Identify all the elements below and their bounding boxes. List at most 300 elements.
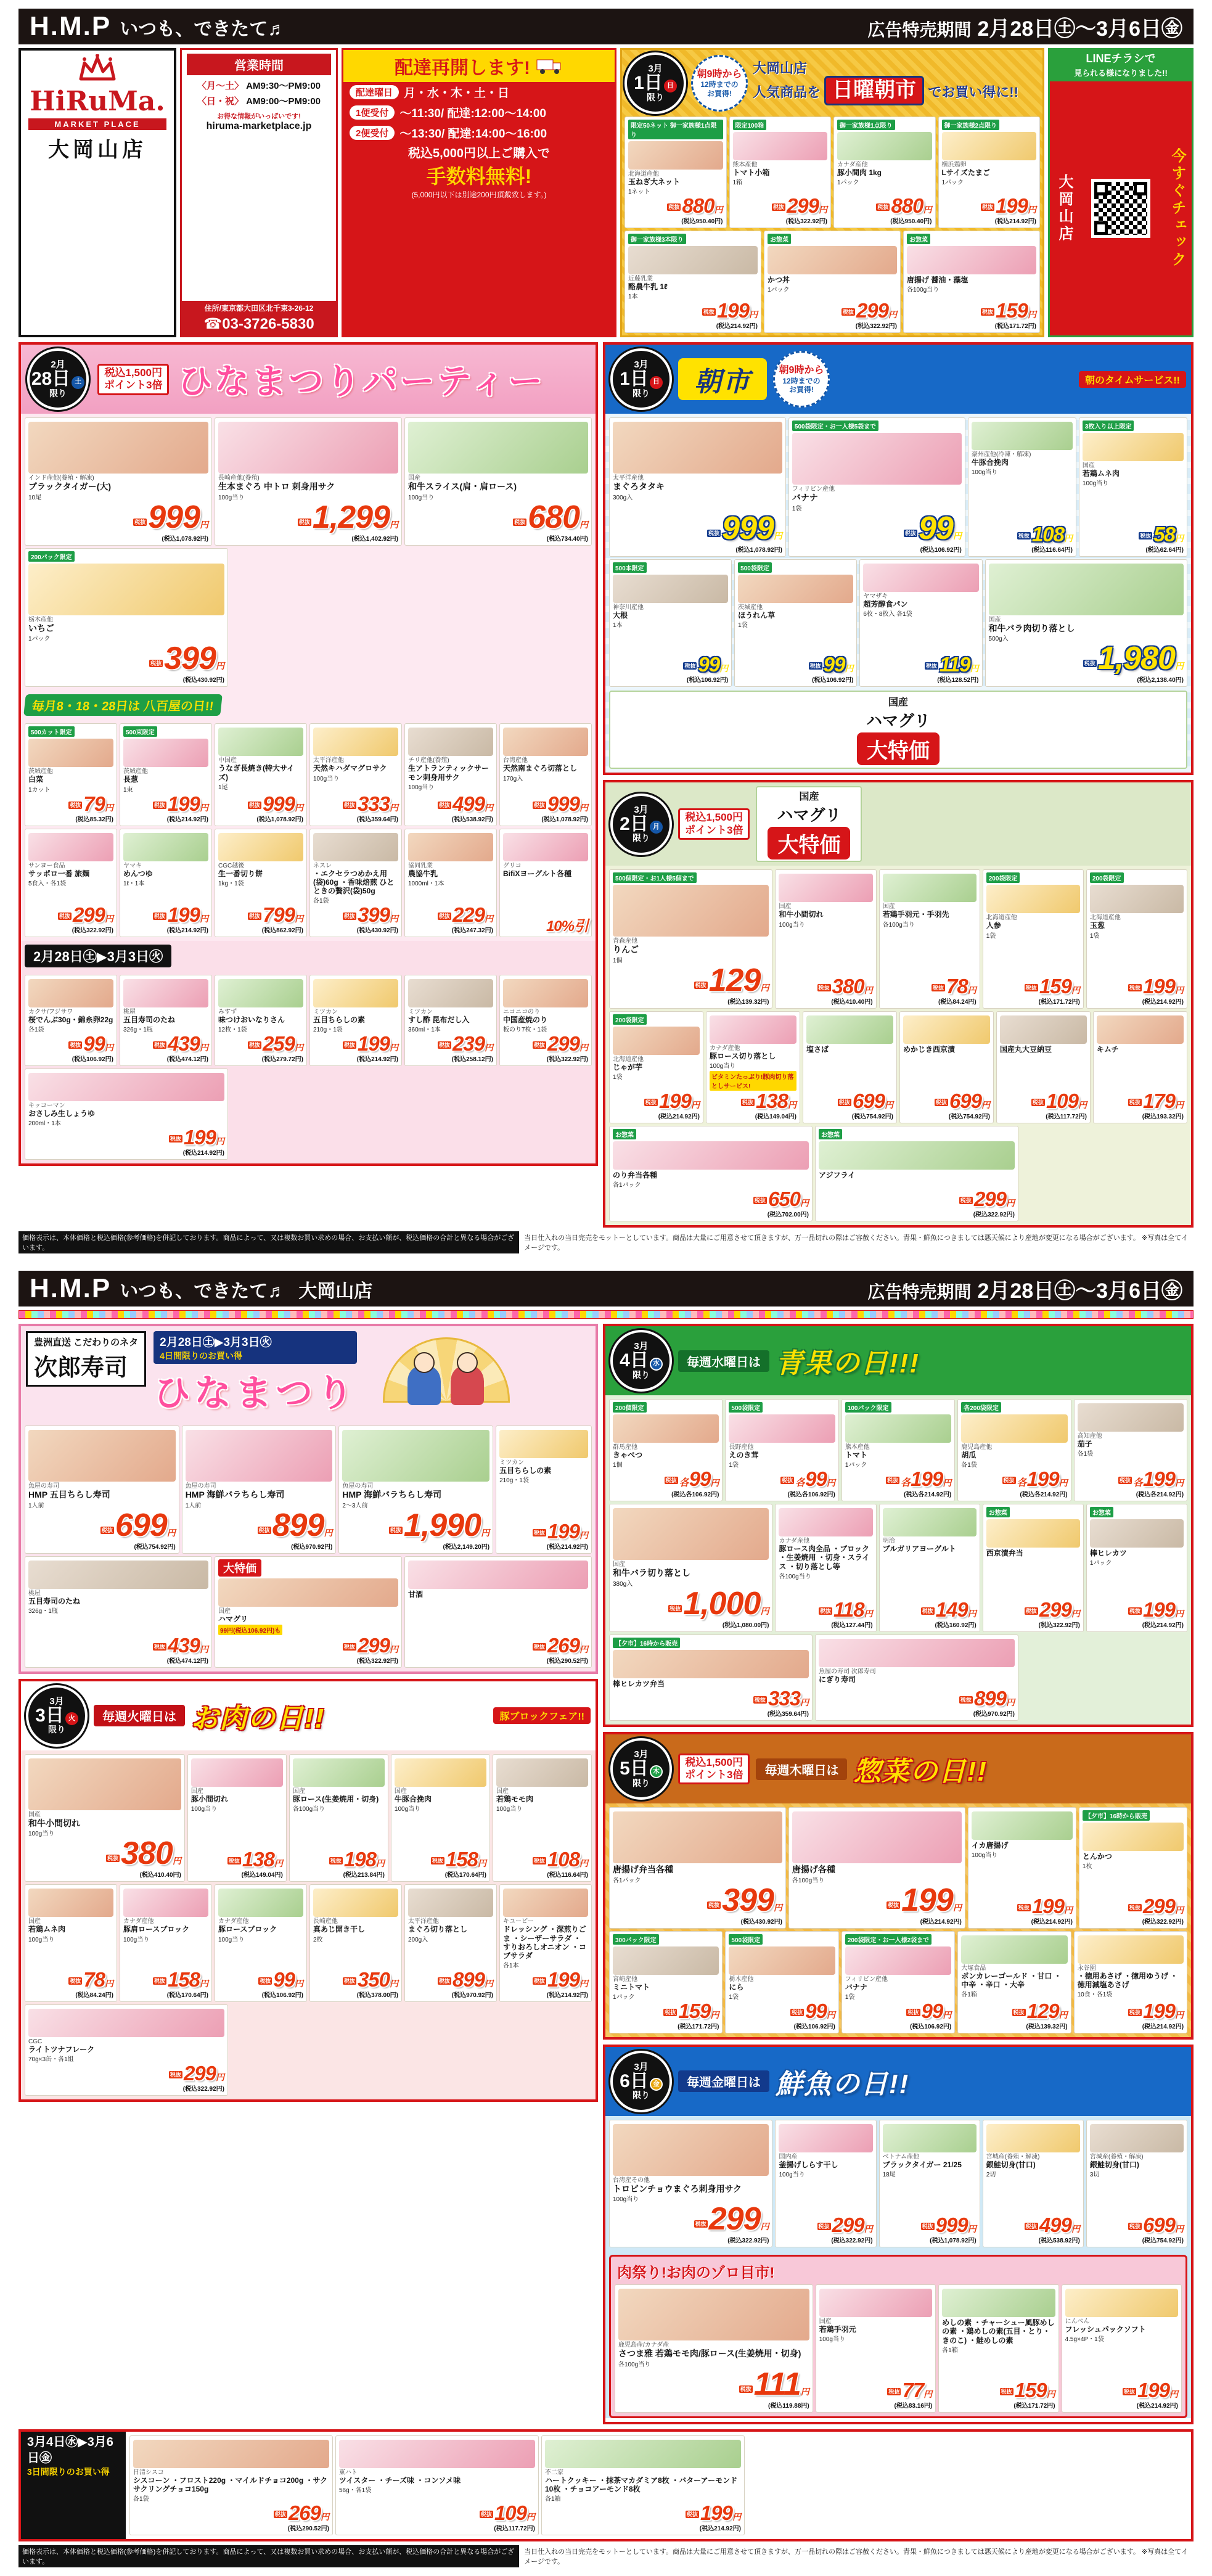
product-quantity: 1個 xyxy=(613,957,623,964)
product-name: 若鶏手羽元・手羽先 xyxy=(882,910,949,919)
tax-excluded-label: 税抜 xyxy=(1123,2388,1135,2395)
tax-excluded-label: 税抜 xyxy=(154,913,165,919)
product-price: $^{税抜}$ 159円 xyxy=(1001,2378,1055,2402)
deli-day-panel xyxy=(603,1732,1194,2040)
tax-excluded-label: 税抜 xyxy=(154,1977,165,1984)
sunday-morning-market-strip xyxy=(620,48,1044,337)
product-card xyxy=(25,1069,228,1160)
product-card xyxy=(120,975,212,1066)
product-photo xyxy=(729,1414,835,1443)
tax-excluded-label: 税抜 xyxy=(888,2388,900,2395)
product-card xyxy=(215,723,307,826)
product-quantity: 1ℓ・1本 xyxy=(123,880,145,887)
tax-excluded-label: 税抜 xyxy=(248,913,260,919)
product-photo xyxy=(779,2124,872,2152)
product-quantity: 100g当り xyxy=(218,1936,245,1943)
page1-main xyxy=(18,342,1194,1228)
product-quantity: 1袋 xyxy=(986,932,996,940)
product-name: 塩さば xyxy=(806,1044,829,1054)
product-tax-price: (税込85.32円) xyxy=(75,816,113,823)
product-quantity: 70g×3缶・各1組 xyxy=(28,2056,74,2064)
product-card xyxy=(983,2120,1084,2248)
product-tax-price: (税込322.92円) xyxy=(1142,1918,1184,1926)
top-bar xyxy=(18,9,1194,44)
product-origin: 桃屋 xyxy=(123,1008,136,1015)
product-card xyxy=(968,1807,1076,1929)
product-price: $^{税抜}$ 各199円 xyxy=(1003,1467,1068,1491)
product-tax-price: (税込258.12円) xyxy=(451,1056,493,1064)
product-price: $^{税抜}$ 333円 xyxy=(343,792,398,815)
hamaguri-tokka-banner: 国産 ハマグリ 大特価 xyxy=(609,691,1187,769)
tax-excluded-label: 税抜 xyxy=(298,519,310,525)
delivery-box xyxy=(342,48,616,337)
product-tax-price: (税込1,402.92円) xyxy=(351,535,398,543)
product-photo xyxy=(218,728,303,756)
product-photo xyxy=(613,422,782,474)
product-origin: 協同乳業 xyxy=(408,862,433,869)
product-photo xyxy=(819,1639,1015,1667)
product-price: $^{税抜}$ 299円 xyxy=(1025,1598,1080,1621)
product-tax-price: (税込84.24円) xyxy=(75,1991,113,1999)
date-badge-mar1: 3月 1日 日 限り xyxy=(624,52,686,114)
hours-holiday: 〈日・祝〉 AM9:00〜PM9:00 xyxy=(197,96,321,107)
product-photo xyxy=(613,1508,769,1560)
product-photo xyxy=(191,1758,283,1787)
product-tax-price: (税込430.92円) xyxy=(182,677,224,684)
tax-excluded-label: 税抜 xyxy=(533,1858,545,1864)
tax-excluded-label: 税抜 xyxy=(782,1477,793,1484)
product-quantity: 100g当り xyxy=(971,469,998,477)
zorome-market-block xyxy=(609,2255,1187,2418)
product-origin: 魚屋の寿司 xyxy=(185,1483,216,1490)
fish-day-title: 鮮魚の日!! xyxy=(776,2069,910,2099)
product-photo xyxy=(729,1946,835,1975)
product-name: サッポロ一番 旅麺 xyxy=(28,869,90,878)
product-photo xyxy=(907,246,1036,274)
product-tax-price: (税込970.92円) xyxy=(291,1543,333,1551)
product-name: ハートクッキー ・抹茶マカダミア8枚 ・バターアーモンド10枚 ・チョコアーモンド8枚 xyxy=(545,2476,738,2493)
product-photo xyxy=(942,2289,1055,2317)
tax-excluded-label: 税抜 xyxy=(170,2072,181,2078)
product-quantity: 1尾 xyxy=(218,784,228,791)
limit-badge: お惣菜 xyxy=(768,234,791,244)
limit-badge: 500袋限定 xyxy=(729,1934,763,1945)
zorome-title: 肉祭り!お肉のゾロ目市! xyxy=(617,2265,775,2282)
tax-excluded-label: 税抜 xyxy=(248,802,260,808)
product-photo xyxy=(218,979,303,1007)
deli-day-header xyxy=(605,1734,1191,1803)
tax-excluded-label: 税抜 xyxy=(154,802,165,808)
product-tax-price: (税込各214.92円) xyxy=(903,1491,952,1499)
product-price: $^{税抜}$ 880円 xyxy=(668,194,723,218)
product-quantity: 1袋 xyxy=(738,621,748,629)
product-card xyxy=(404,975,497,1066)
date-badge-feb28: 2月 28日 土 限り xyxy=(27,348,89,410)
product-name: 豚ロース切り落とし xyxy=(710,1051,776,1060)
product-photo xyxy=(503,833,588,861)
tax-excluded-label: 税抜 xyxy=(695,2221,706,2228)
product-quantity: 各100g当り xyxy=(792,1877,825,1884)
product-card xyxy=(25,1556,212,1668)
product-price: $^{税抜}$ 299円 xyxy=(343,1633,398,1657)
meat-day-title: お肉の日!! xyxy=(191,1703,326,1734)
product-photo xyxy=(28,739,113,767)
product-name: 真あじ開き干し xyxy=(313,1925,366,1934)
product-quantity: 1パック xyxy=(1089,1560,1112,1567)
product-price: $^{税抜}$ 299円 xyxy=(772,194,827,218)
product-tax-price: (税込214.92円) xyxy=(1136,2402,1179,2410)
product-quantity: 1人前 xyxy=(185,1502,202,1509)
product-quantity: 100g当り xyxy=(190,1806,218,1813)
product-origin: フィリピン産他 xyxy=(845,1975,888,1983)
product-quantity: 100g当り xyxy=(123,1936,150,1943)
tax-excluded-label: 税抜 xyxy=(708,1901,720,1908)
sale-period: 広告特売期間 2月28日㊏〜3月6日㊎ xyxy=(867,17,1182,41)
product-photo xyxy=(883,874,977,902)
product-price: $^{税抜}$ 350円 xyxy=(343,1967,398,1991)
product-card xyxy=(289,1754,388,1882)
product-name: ・徳用あさげ ・徳用ゆうげ ・徳用減塩あさげ xyxy=(1077,1971,1178,1989)
product-tax-price: (税込1,078.92円) xyxy=(541,816,588,823)
tax-excluded-label: 税抜 xyxy=(1018,1904,1030,1911)
product-origin: ミツカン xyxy=(408,1008,433,1015)
product-tax-price: (税込754.92円) xyxy=(1142,2238,1184,2245)
product-origin: 北海道産他 xyxy=(1089,914,1121,922)
tax-excluded-label: 税抜 xyxy=(274,2511,286,2518)
product-tax-price: (税込214.92円) xyxy=(546,1991,588,1999)
product-name: 棒ヒレカツ xyxy=(1089,1549,1127,1558)
product-price: $^{税抜}$ 99円 xyxy=(260,1967,303,1991)
product-quantity: 1パック xyxy=(837,179,859,187)
product-origin: にんべん xyxy=(1065,2318,1090,2326)
product-name: ドレッシング ・深煎りごま ・シーザーサラダ ・すりおろしオニオン ・コブサラダ xyxy=(503,1925,586,1960)
product-card xyxy=(609,1504,772,1632)
product-photo xyxy=(628,246,758,274)
product-tax-price: (税込214.92円) xyxy=(356,1056,398,1064)
product-card xyxy=(182,1425,337,1554)
tax-excluded-label: 税抜 xyxy=(887,1477,899,1484)
hina-date-range: 2月28日㊏▶3月3日㊋ 4日間限りのお買い得 xyxy=(154,1331,357,1364)
product-card xyxy=(499,829,592,937)
tax-excluded-label: 税抜 xyxy=(1032,1099,1044,1106)
product-price: $^{税抜}$129円 xyxy=(695,962,769,998)
product-origin: 鹿児島産/カナダ産 xyxy=(618,2342,669,2349)
product-origin: CGC越後 xyxy=(218,862,245,869)
product-quantity: 100g当り xyxy=(779,2171,805,2178)
product-tax-price: (税込各214.92円) xyxy=(1136,1491,1184,1499)
product-name: 釜揚げしらす干し xyxy=(779,2160,838,2169)
product-tax-price: (税込106.92円) xyxy=(909,2023,952,2030)
product-card xyxy=(609,2120,772,2248)
store-website: hiruma-marketplace.jp xyxy=(206,121,312,131)
product-card xyxy=(725,1399,838,1501)
product-tax-price: (税込214.92円) xyxy=(166,927,208,934)
product-quantity: 200g入 xyxy=(408,1936,428,1943)
yaoya-day-badge: 毎月8・18・28日は 八百屋の日!! xyxy=(23,694,222,716)
product-tax-price: (税込734.40円) xyxy=(546,535,588,543)
product-name: 中国産焼のり xyxy=(503,1015,548,1024)
product-price: $^{税抜}$ 199円 xyxy=(343,1032,398,1056)
product-origin: 北海道産他 xyxy=(628,171,659,178)
product-photo xyxy=(123,1889,208,1917)
product-card xyxy=(609,1635,813,1721)
product-tax-price: (税込106.92円) xyxy=(920,546,962,554)
march2-products xyxy=(605,866,1191,1225)
product-price: $^{税抜}$ 499円 xyxy=(1025,2213,1080,2237)
product-photo xyxy=(613,1027,700,1055)
product-quantity: 170g入 xyxy=(503,775,523,782)
product-tax-price: (税込106.92円) xyxy=(261,1991,303,1999)
product-tax-price: (税込1,080.00円) xyxy=(722,1622,769,1629)
asaichi-header xyxy=(605,345,1191,414)
product-tax-price: (税込214.92円) xyxy=(1142,998,1184,1006)
march2-header xyxy=(605,782,1191,866)
product-tax-price: (税込290.52円) xyxy=(287,2525,329,2533)
product-photo xyxy=(942,132,1037,160)
product-origin: 国産 xyxy=(292,1787,305,1795)
product-origin: カナダ産他 xyxy=(710,1044,740,1052)
page2-brand-logo: H.M.P xyxy=(30,1273,112,1304)
product-quantity: 100g当り xyxy=(779,921,805,929)
tax-excluded-label: 税抜 xyxy=(981,204,993,211)
product-name: HMP 海鮮バラちらし寿司 xyxy=(342,1490,442,1500)
product-photo xyxy=(545,2440,741,2468)
product-price: $^{税抜}$999円 xyxy=(134,499,208,535)
product-price: $^{税抜}$ 199円 xyxy=(1123,2378,1179,2402)
product-origin: 宮崎産他 xyxy=(613,1975,637,1983)
product-origin: 高知産他 xyxy=(1077,1433,1102,1440)
tax-excluded-label: 税抜 xyxy=(922,1607,933,1614)
tax-excluded-label: 税抜 xyxy=(1119,1477,1131,1484)
product-price: $^{税抜}$ 699円 xyxy=(935,1089,990,1113)
product-quantity: 1袋 xyxy=(845,1993,855,2001)
product-photo xyxy=(845,1414,951,1443)
meat-day-ribbon: 毎週火曜日は xyxy=(94,1705,185,1726)
product-card xyxy=(833,117,936,228)
product-name: 桜でんぶ30g・錦糸卵22g xyxy=(28,1015,113,1024)
product-name: 甘酒 xyxy=(408,1589,424,1599)
product-name: きゃべつ xyxy=(613,1451,643,1460)
asaichi-strip-products xyxy=(624,117,1040,333)
product-tax-price: (税込149.04円) xyxy=(241,1872,283,1879)
product-origin: キユーピー xyxy=(503,1918,534,1926)
product-origin: 永谷園 xyxy=(1077,1964,1096,1972)
product-origin: ベトナム産他 xyxy=(882,2153,920,2160)
product-origin: 栃木産他 xyxy=(729,1975,754,1983)
jiro-body xyxy=(21,1422,596,1672)
product-name: 五目ちらしの素 xyxy=(499,1466,552,1475)
product-card xyxy=(215,417,402,546)
product-origin: 台湾産他 xyxy=(503,757,528,765)
produce-day-title: 青果の日!!! xyxy=(776,1348,920,1379)
delivery-slot-2: 2便受付 〜13:30/ 配達:14:00〜16:00 xyxy=(343,123,615,143)
product-photo xyxy=(313,833,398,861)
tax-excluded-label: 税抜 xyxy=(70,1042,81,1049)
limit-badge: お惣菜 xyxy=(819,1129,842,1139)
produce-day-ribbon: 毎週水曜日は xyxy=(678,1350,769,1372)
product-name: 大根 xyxy=(613,610,628,620)
product-price: $^{税抜}$ 119円 xyxy=(925,653,979,676)
tax-excluded-label: 税抜 xyxy=(1084,660,1095,667)
product-name: りんご xyxy=(613,945,639,955)
product-name: 玉葱 xyxy=(1089,921,1105,930)
product-price: $^{税抜}$ 179円 xyxy=(1129,1089,1184,1113)
product-price: $^{税抜}$ 199円 xyxy=(154,903,208,926)
product-card xyxy=(609,1807,786,1929)
product-card xyxy=(309,975,402,1066)
points-badge: 税込1,500円 ポイント3倍 xyxy=(97,364,169,395)
product-tax-price: (税込各106.92円) xyxy=(671,1491,719,1499)
product-price: $^{税抜}$399円 xyxy=(708,1882,782,1918)
product-photo xyxy=(313,1889,398,1917)
product-photo xyxy=(1078,1403,1184,1432)
product-price: $^{税抜}$ 118円 xyxy=(819,1598,873,1621)
limit-badge: 200パック限定 xyxy=(28,551,75,562)
product-name: 豚小間肉 1kg xyxy=(837,168,882,177)
meat-day-body xyxy=(21,1750,596,2099)
tax-excluded-label: 税抜 xyxy=(330,1858,342,1864)
product-price: $^{税抜}$ 299円 xyxy=(170,2062,224,2085)
product-name: 豚ロース肉全品 ・ブロック ・生姜焼用 ・切身・スライス ・切り落とし等 xyxy=(779,1544,870,1571)
product-tax-price: (税込322.92円) xyxy=(831,2238,873,2245)
product-quantity: 100g当り xyxy=(218,494,245,501)
product-quantity: 1パック xyxy=(28,636,51,643)
date-badge-mar4: 3月 4日 水 限り xyxy=(610,1330,672,1392)
product-price: $^{税抜}$ 439円 xyxy=(154,1032,208,1056)
product-tax-price: (税込106.92円) xyxy=(793,2023,835,2030)
product-name: トマト xyxy=(845,1451,867,1460)
product-price: $^{税抜}$ 99円 xyxy=(792,1999,835,2022)
product-price: $^{税抜}$ 138円 xyxy=(228,1848,283,1871)
hinamatsuri-title: ひなまつりパーティー xyxy=(178,362,545,401)
product-origin: 長野産他 xyxy=(729,1444,754,1451)
product-origin: カナダ産他 xyxy=(218,1918,249,1926)
page1-footer xyxy=(18,1231,1194,1253)
product-note: ビタミンたっぷり!豚肉切り落としサービス! xyxy=(710,1071,796,1091)
hamaguri-banner-wrap xyxy=(605,691,1191,773)
tax-excluded-label: 税抜 xyxy=(70,802,81,808)
product-card xyxy=(816,2284,936,2413)
tax-excluded-label: 税抜 xyxy=(438,1977,450,1984)
limit-badge: 500個限定・お1人様5個まで xyxy=(613,872,697,883)
product-price: $^{税抜}$ 159円 xyxy=(1025,974,1080,998)
product-name: 棒ヒレカツ弁当 xyxy=(613,1679,665,1688)
line-flyer-box xyxy=(1048,48,1194,337)
product-origin: 茨城産他 xyxy=(123,768,148,776)
product-price: $^{税抜}$ 799円 xyxy=(248,903,303,926)
pork-block-fair-badge: 豚ブロックフェア!! xyxy=(493,1707,591,1724)
product-tax-price: (税込322.92円) xyxy=(785,218,827,226)
product-tax-price: (税込1,078.92円) xyxy=(735,546,782,554)
product-card xyxy=(859,559,982,687)
product-name: 茄子 xyxy=(1077,1440,1092,1449)
tax-excluded-label: 税抜 xyxy=(1129,1904,1140,1911)
product-photo xyxy=(186,1430,333,1482)
product-quantity: 1束 xyxy=(123,786,133,794)
product-origin: 近藤乳業 xyxy=(628,276,653,283)
product-name: 超芳醇食パン xyxy=(863,599,908,609)
product-price: $^{税抜}$ 199円 xyxy=(1018,1894,1073,1918)
product-card xyxy=(609,417,786,557)
product-tax-price: (税込116.64円) xyxy=(1031,546,1073,554)
product-photo xyxy=(792,1811,962,1863)
product-name: まぐろ切り落とし xyxy=(408,1925,468,1934)
product-origin: 国産 xyxy=(496,1787,509,1795)
product-photo xyxy=(28,422,208,474)
product-card xyxy=(25,1884,117,2002)
product-quantity: 1個 xyxy=(613,1462,623,1469)
product-photo xyxy=(28,1430,176,1482)
tax-excluded-label: 税抜 xyxy=(740,2385,751,2392)
product-photo xyxy=(768,246,897,274)
product-price: $^{税抜}$ 699円 xyxy=(838,1089,893,1113)
product-card xyxy=(841,1399,955,1501)
tax-excluded-label: 税抜 xyxy=(933,984,944,991)
product-tax-price: (税込410.40円) xyxy=(139,1872,181,1879)
product-photo xyxy=(986,2124,1080,2152)
product-name: ・エクセラつめかえ用(袋)60g ・香味焙煎 ひとときの贅沢(袋)50g xyxy=(313,869,395,895)
product-card xyxy=(215,975,307,1066)
tax-excluded-label: 税抜 xyxy=(645,1099,657,1106)
product-origin: 明治 xyxy=(882,1538,895,1545)
limit-badge: 限定50ネット 御一家族様1点限り xyxy=(628,120,723,139)
product-tax-price: (税込430.92円) xyxy=(740,1918,782,1926)
product-name: 若鶏手羽元 xyxy=(819,2325,856,2334)
product-quantity: 100g当り xyxy=(28,1831,55,1838)
march2-body xyxy=(605,866,1191,1225)
page1-right-column xyxy=(603,342,1194,1228)
product-name: 若鶏ムネ肉 xyxy=(28,1925,66,1934)
product-origin: カナダ産他 xyxy=(837,162,868,168)
asaichi-strip-title: 大岡山店 人気商品を 日曜朝市 でお買い得に!! xyxy=(753,61,1018,105)
product-tax-price: (税込359.64円) xyxy=(767,1711,809,1718)
product-name: うなぎ長焼き(特大サイズ) xyxy=(218,764,295,782)
product-name: シスコーン ・フロスト220g ・マイルドチョコ200g ・サクサクリングチョコ150g xyxy=(133,2476,328,2493)
product-tax-price: (税込139.32円) xyxy=(727,998,769,1006)
product-tax-price: (税込171.72円) xyxy=(1038,998,1080,1006)
product-card xyxy=(499,975,592,1066)
product-name: 長葱 xyxy=(123,775,139,784)
meat-day-panel xyxy=(18,1679,598,2102)
product-card xyxy=(788,417,965,557)
tax-excluded-label: 税抜 xyxy=(703,309,715,316)
tax-excluded-label: 税抜 xyxy=(792,2009,803,2016)
product-tax-price: (税込193.32円) xyxy=(1142,1114,1184,1121)
product-price: $^{税抜}$ 299円 xyxy=(960,1188,1015,1211)
product-quantity: 326g・1瓶 xyxy=(123,1027,153,1034)
product-quantity: 2〜3人前 xyxy=(342,1502,368,1509)
time-starburst: 朝9時から 12時までの お買得! xyxy=(691,55,748,112)
product-quantity: 各100g当り xyxy=(907,287,940,294)
zorome-products xyxy=(613,2283,1183,2414)
hinamatsuri-body xyxy=(21,414,596,1163)
product-photo xyxy=(133,2440,329,2468)
product-card xyxy=(985,559,1188,687)
produce-day-header xyxy=(605,1326,1191,1395)
product-price: $^{税抜}$ 108円 xyxy=(533,1848,588,1871)
product-card xyxy=(729,117,832,228)
product-name: 和牛スライス(肩・肩ロース) xyxy=(408,482,517,492)
snack-strip-date: 3月4日㊌▶3月6日㊎ 3日間限りのお買い得 xyxy=(21,2432,126,2539)
product-photo xyxy=(613,885,769,937)
product-price: $^{税抜}$ 333円 xyxy=(754,1687,809,1710)
limit-badge: お惣菜 xyxy=(1090,1507,1113,1517)
product-origin: 国産 xyxy=(28,1811,41,1818)
product-photo xyxy=(986,885,1080,913)
tax-excluded-label: 税抜 xyxy=(1025,2223,1037,2230)
limit-badge: 500本限定 xyxy=(613,562,647,573)
product-tax-price: (税込2,138.40円) xyxy=(1137,677,1184,684)
